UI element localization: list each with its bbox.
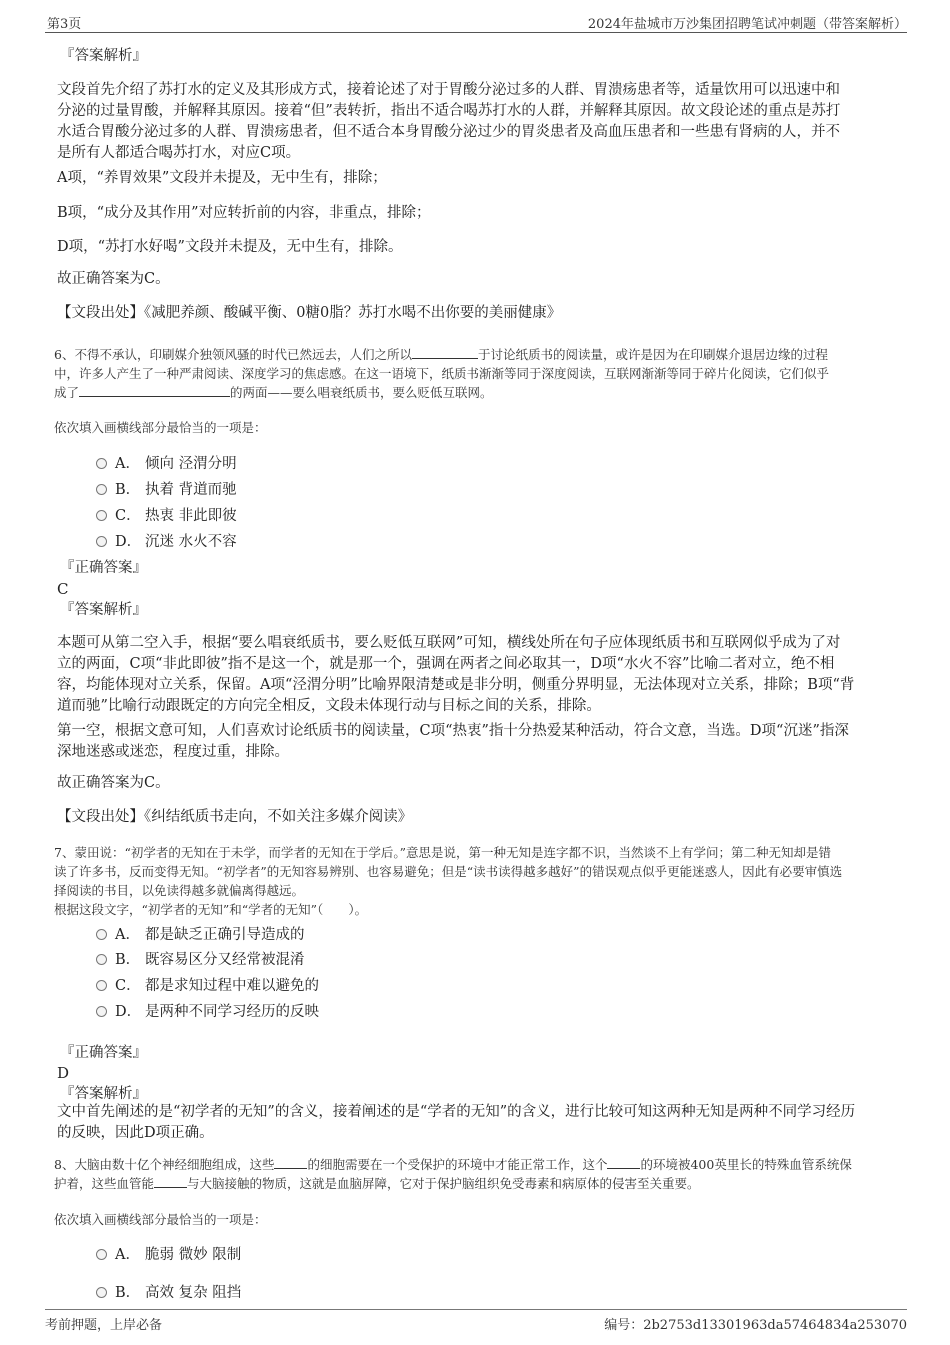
text-line: 文中首先阐述的是“初学者的无知”的含义，接着阐述的是“学者的无知”的含义，进行比较可知这两种无知是两种不同学习经历 — [57, 1104, 856, 1120]
radio-icon[interactable] — [96, 929, 107, 940]
text-line: 道而驰”比喻行动跟既定的方向完全相反，文段未体现行动与目标之间的关系，排除。 — [57, 698, 601, 714]
q6-conclusion: 故正确答案为C。 — [57, 775, 170, 791]
fill-blank — [607, 1156, 640, 1169]
text-line: 中，许多人产生了一种严肃阅读、深度学习的焦虑感。在这一语境下，纸质书渐渐等同于深度阅读，互联网渐渐等同于碎片化阅读，它们似乎 — [54, 366, 830, 381]
q8-prompt: 依次填入画横线部分最恰当的一项是： — [54, 1212, 267, 1227]
text-line: 立的两面，C项“非此即彼”指不是这一个，就是那一个，强调在两者之间必取其一，D项“水火不容”比喻二者对立，绝不相 — [57, 656, 835, 672]
document-title: 2024年盐城市万沙集团招聘笔试冲刺题（带答案解析） — [587, 17, 907, 32]
text-line: 容，均能体现对立关系，保留。A项“泾渭分明”比喻界限清楚或是非分明，侧重分界明显，无法体现对立关系，排除；B项“背 — [57, 677, 855, 693]
q5-source: 【文段出处】《减肥养颜、酸碱平衡、0糖0脂？苏打水喝不出你要的美丽健康》 — [57, 305, 562, 321]
fill-blank — [412, 346, 478, 359]
text-line: 本题可从第二空入手，根据“要么唱衰纸质书，要么贬低互联网”可知，横线处所在句子应体现纸质书和互联网似乎成为了对 — [57, 635, 841, 651]
q8-option-b[interactable]: B． 高效 复杂 阻挡 — [96, 1283, 241, 1303]
footer-slogan: 考前押题，上岸必备 — [45, 1318, 163, 1333]
q7-option-d[interactable]: D． 是两种不同学习经历的反映 — [96, 1002, 319, 1022]
q6-answer: C — [57, 580, 69, 598]
q6-source: 【文段出处】《纠结纸质书走向，不如关注多媒介阅读》 — [57, 809, 413, 825]
text-line: 深地迷惑或迷恋，程度过重，排除。 — [57, 744, 289, 760]
q7-answer: D — [57, 1064, 70, 1082]
fill-blank — [79, 384, 230, 397]
q6-analysis-paragraph-1 — [57, 633, 891, 717]
document-id: 编号：2b2753d13301963da57464834a253070 — [604, 1318, 907, 1333]
q7-option-a[interactable]: A． 都是缺乏正确引导造成的 — [96, 925, 305, 945]
q6-option-b[interactable]: B． 执着 背道而驰 — [96, 480, 237, 500]
text-line: 第一空，根据文意可知，人们喜欢讨论纸质书的阅读量，C项“热衷”指十分热爱某种活动，符合文意，当选。D项“沉迷”指深 — [57, 723, 849, 739]
q5-analysis-option-a: A项，“养胃效果”文段并未提及，无中生有，排除； — [57, 170, 387, 186]
q6-option-d[interactable]: D． 沉迷 水火不容 — [96, 532, 237, 552]
q6-option-a[interactable]: A． 倾向 泾渭分明 — [96, 454, 237, 474]
text-line: 7、蒙田说：“初学者的无知在于未学，而学者的无知在于学后。”意思是说，第一种无知是连字都不识，当然谈不上有学问；第二种无知却是错 — [54, 845, 831, 860]
q6-prompt: 依次填入画横线部分最恰当的一项是： — [54, 420, 267, 435]
q5-conclusion: 故正确答案为C。 — [57, 271, 170, 287]
text-line: 成了 的两面——要么唱衰纸质书，要么贬低互联网。 — [54, 385, 493, 400]
text-line: 水适合胃酸分泌过多的人群、胃溃疡患者，但不适合本身胃酸分泌过少的胃炎患者及高血压患者和一些患有肾病的人，并不 — [57, 124, 840, 140]
radio-icon[interactable] — [96, 484, 107, 495]
page-footer — [45, 1309, 907, 1333]
text-line: 8、大脑由数十亿个神经细胞组成，这些 的细胞需要在一个受保护的环境中才能正常工作，这个 的环境被400英里长的特殊血管系统保 — [54, 1157, 852, 1172]
q6-analysis-label: 『答案解析』 — [60, 602, 147, 618]
text-line: 6、不得不承认，印刷媒介独领风骚的时代已然远去，人们之所以 于讨论纸质书的阅读量，或许是因为在印刷媒介退居边缘的过程 — [54, 347, 828, 362]
text-line: 根据这段文字，“初学者的无知”和“学者的无知”（ ）。 — [54, 902, 368, 917]
q8-option-a[interactable]: A． 脆弱 微妙 限制 — [96, 1245, 241, 1265]
q7-answer-label: 『正确答案』 — [60, 1045, 147, 1061]
text-line: 的反映，因此D项正确。 — [57, 1125, 214, 1141]
q6-option-c[interactable]: C． 热衷 非此即彼 — [96, 506, 237, 526]
radio-icon[interactable] — [96, 458, 107, 469]
text-line: 读了许多书，反而变得无知。“初学者”的无知容易辨别、也容易避免；但是“读书读得越多越好”的错误观点似乎更能迷惑人，因此有必要审慎选 — [54, 864, 843, 879]
radio-icon[interactable] — [96, 510, 107, 521]
q7-analysis-label: 『答案解析』 — [60, 1086, 147, 1102]
q6-answer-label: 『正确答案』 — [60, 560, 147, 576]
q7-option-b[interactable]: B． 既容易区分又经常被混淆 — [96, 950, 305, 970]
q5-analysis-paragraph — [57, 80, 891, 164]
q8-stem — [54, 1155, 896, 1193]
radio-icon[interactable] — [96, 954, 107, 965]
q6-stem — [54, 345, 896, 402]
radio-icon[interactable] — [96, 1287, 107, 1298]
page-header — [45, 12, 907, 33]
q7-analysis — [57, 1102, 891, 1144]
radio-icon[interactable] — [96, 536, 107, 547]
text-line: 是所有人都适合喝苏打水，对应C项。 — [57, 145, 301, 161]
radio-icon[interactable] — [96, 1249, 107, 1260]
text-line: 择阅读的书目，以免读得越多就偏离得越远。 — [54, 883, 305, 898]
text-line: 文段首先介绍了苏打水的定义及其形成方式，接着论述了对于胃酸分泌过多的人群、胃溃疡患者等，适量饮用可以迅速中和 — [57, 82, 840, 98]
radio-icon[interactable] — [96, 980, 107, 991]
q7-stem — [54, 843, 896, 919]
text-line: 分泌的过量胃酸，并解释其原因。接着“但”表转折，指出不适合喝苏打水的人群，并解释其原因。故文段论述的重点是苏打 — [57, 103, 841, 119]
page-number: 第3页 — [47, 17, 82, 32]
q5-analysis-option-d: D项，“苏打水好喝”文段并未提及，无中生有，排除。 — [57, 239, 403, 255]
radio-icon[interactable] — [96, 1006, 107, 1017]
q5-analysis-option-b: B项，“成分及其作用”对应转折前的内容，非重点，排除； — [57, 205, 431, 221]
fill-blank — [154, 1175, 187, 1188]
q5-analysis-label: 『答案解析』 — [60, 48, 147, 64]
text-line: 护着，这些血管能 与大脑接触的物质，这就是血脑屏障，它对于保护脑组织免受毒素和病原体的侵害至关重要。 — [54, 1176, 700, 1191]
q6-analysis-paragraph-2 — [57, 721, 891, 763]
fill-blank — [274, 1156, 307, 1169]
q7-option-c[interactable]: C． 都是求知过程中难以避免的 — [96, 976, 319, 996]
